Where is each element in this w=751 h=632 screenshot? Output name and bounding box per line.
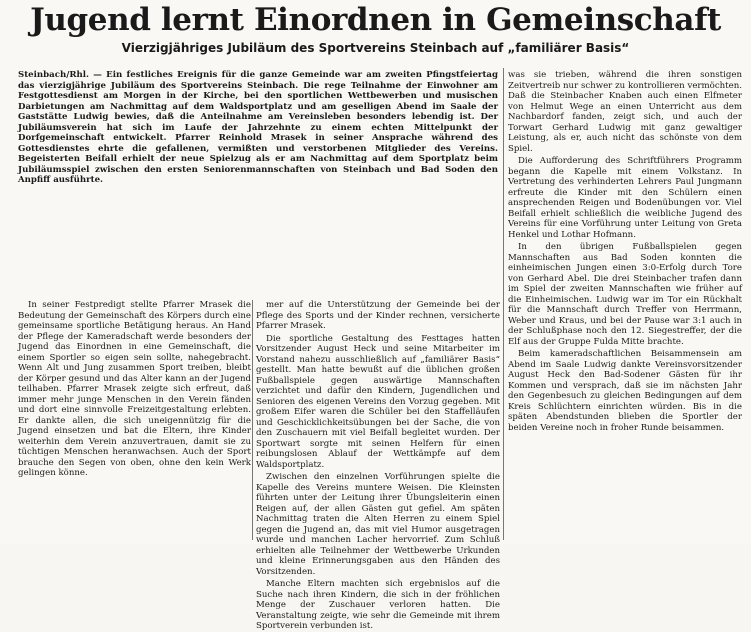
paragraph: Die sportliche Gestaltung des Festtages hatten Vorsitzender August Heck und seine Mitarbeiter im Vorstand nahezu ausschließlich auf „familiärer Basis“ gestellt. Man hatte bewußt auf die üblichen großen Fußballspiele gegen auswärtige Mannschaften verzichtet und dafür den Kindern, Jugendlichen und Senioren des eigenen Vereins den Vorzug gegeben. Mit großem Eifer waren die Schüler bei den Staffelläufen und Geschicklichkeitsübungen bei der Sache, die von den Zuschauern mit viel Beifall begleitet wurden. Der Sportwart sorgte mit seinen Helfern für einen reibungslosen Ablauf der Wettkämpfe auf dem Waldsportplatz. — [256, 333, 500, 470]
column-divider — [503, 68, 504, 540]
article-headline: Jugend lernt Einordnen in Gemeinschaft — [30, 2, 721, 38]
paragraph: Beim kameradschaftlichen Beisammensein am Abend im Saale Ludwig dankte Vereinsvorsitzender August Heck den Bad-Sodener Gästen für ihr Kommen und versprach, daß sie im nächsten Jahr den Gegenbesuch zu gleichen Bedingungen auf dem Kreis Schlüchtern einrichten würden. Bis in die späten Abendstunden blieben die Sportler der beiden Vereine noch in froher Runde beisammen. — [508, 349, 742, 433]
paragraph: Manche Eltern machten sich ergebnislos auf die Suche nach ihren Kindern, die sich in der fröhlichen Menge der Zuschauer verloren hatten. Die Veranstaltung zeigte, wie sehr die Gemeinde mit ihrem Sportverein verbunden ist. — [256, 579, 500, 631]
article-column-1 — [18, 300, 251, 542]
paragraph: In den übrigen Fußballspielen gegen Mannschaften aus Bad Soden konnten die einheimischen Jungen einen 3:0-Erfolg durch Tore von Gerhard Abel. Die drei Steinbacher trafen dann im Spiel der zweiten Mannschaften wie früher auf die Einheimischen. Ludwig war im Tor ein Rückhalt für die Mannschaft durch Treffer von Herrmann, Weber und Kraus, und bei der Pause war 3:1 auch in der Schlußphase noch den 12. Siegestreffer, der die Elf aus der Gruppe Fulda Mitte brachte. — [508, 242, 742, 347]
paragraph: Die Aufforderung des Schriftführers Programm begann die Kapelle mit einem Volkstanz. In Vertretung des verhinderten Lehrers Paul Jungmann erfreute die Kinder mit den Schülern einen ansprechenden Reigen und Bodenübungen vor. Viel Beifall erhielt schließlich die weibliche Jugend des Vereins für eine Vorführung unter Leitung von Greta Henkel und Lothar Hofmann. — [508, 156, 742, 240]
lead-text: Steinbach/Rhl. — Ein festliches Ereignis für die ganze Gemeinde war am zweiten Pfingstfeiertag das vierzigjährige Jubiläum des Sportvereins Steinbach. Die rege Teilnahme der Einwohner am Festgottesdienst am Morgen in der Kirche, bei den sportlichen Wettbewerben und musischen Darbietungen am Nachmittag auf dem Waldsportplatz und am geselligen Abend im Saale der Gaststätte Ludwig bewies, daß die Anteilnahme am Vereinsleben besonders lebendig ist. Der Jubiläumsverein hat sich im Laufe der Jahrzehnte zu einem echten Mittelpunkt der Dorfgemeinschaft entwickelt. Pfarrer Reinhold Mrasek in seiner Ansprache während des Gottesdienstes ehrte die gefallenen, vermißten und verstorbenen Mitglieder des Vereins. Begeisterten Beifall erhielt der neue Spielzug als er am Nachmittag auf dem Sportplatz beim Jubiläumsspiel zwischen den ersten Seniorenmannschaften von Steinbach und Bad Soden den Anpfiff ausführte. — [18, 70, 498, 185]
paragraph: In seiner Festpredigt stellte Pfarrer Mrasek die Bedeutung der Gemeinschaft des Körpers durch eine gemeinsame sportliche Betätigung heraus. An Hand der Pflege der Kameradschaft werde besonders der Jugend das Einordnen in eine Gemeinschaft, die einem Sportler so eigen sein sollte, nahegebracht. Wenn Alt und Jung zusammen Sport treiben, bleibt der Körper gesund und das Alter kann an der Jugend teilhaben. Pfarrer Mrasek zeigte sich erfreut, daß immer mehr junge Menschen in den Verein fänden und dort eine sinnvolle Freizeitgestaltung erlebten. Er dankte allen, die sich uneigennützig für die Jugend einsetzen und bat die Eltern, ihre Kinder weiterhin dem Verein anzuvertrauen, damit sie zu tüchtigen Menschen heranwachsen. Auch der Sport brauche den Segen von oben, ohne den kein Werk gelingen könne. — [18, 300, 251, 478]
article-column-3 — [508, 70, 742, 542]
article-column-2 — [256, 300, 500, 631]
paragraph: mer auf die Unterstützung der Gemeinde bei der Pflege des Sports und der Kinder rechnen, versicherte Pfarrer Mrasek. — [256, 300, 500, 331]
article-lead-paragraph — [18, 70, 498, 296]
article-subheadline: Vierzigjähriges Jubiläum des Sportvereins Steinbach auf „familiärer Basis“ — [121, 41, 630, 55]
paragraph: Zwischen den einzelnen Vorführungen spielte die Kapelle des Vereins muntere Weisen. Die Kleinsten führten unter der Leitung ihrer Übungsleiterin einen Reigen auf, der allen Gästen gut gefiel. Am späten Nachmittag traten die Alten Herren zu einem Spiel gegen die Jugend an, das mit viel Humor ausgetragen wurde und manchen Lacher hervorrief. Zum Schluß erhielten alle Teilnehmer der Wettbewerbe Urkunden und kleine Erinnerungsgaben aus den Händen des Vorsitzenden. — [256, 472, 500, 577]
paragraph: was sie trieben, während die ihren sonstigen Zeitvertreib nur schwer zu kontrollieren vermöchten. Daß die Steinbacher Knaben auch einen Elfmeter von Helmut Wege an einen Unterricht aus dem Nachbardorf fanden, zeigt sich, und auch der Torwart Gerhard Ludwig mit ganz gewaltiger Leistung, als er, auch nicht das schönste von dem Spiel. — [508, 70, 742, 154]
column-divider — [252, 300, 253, 540]
